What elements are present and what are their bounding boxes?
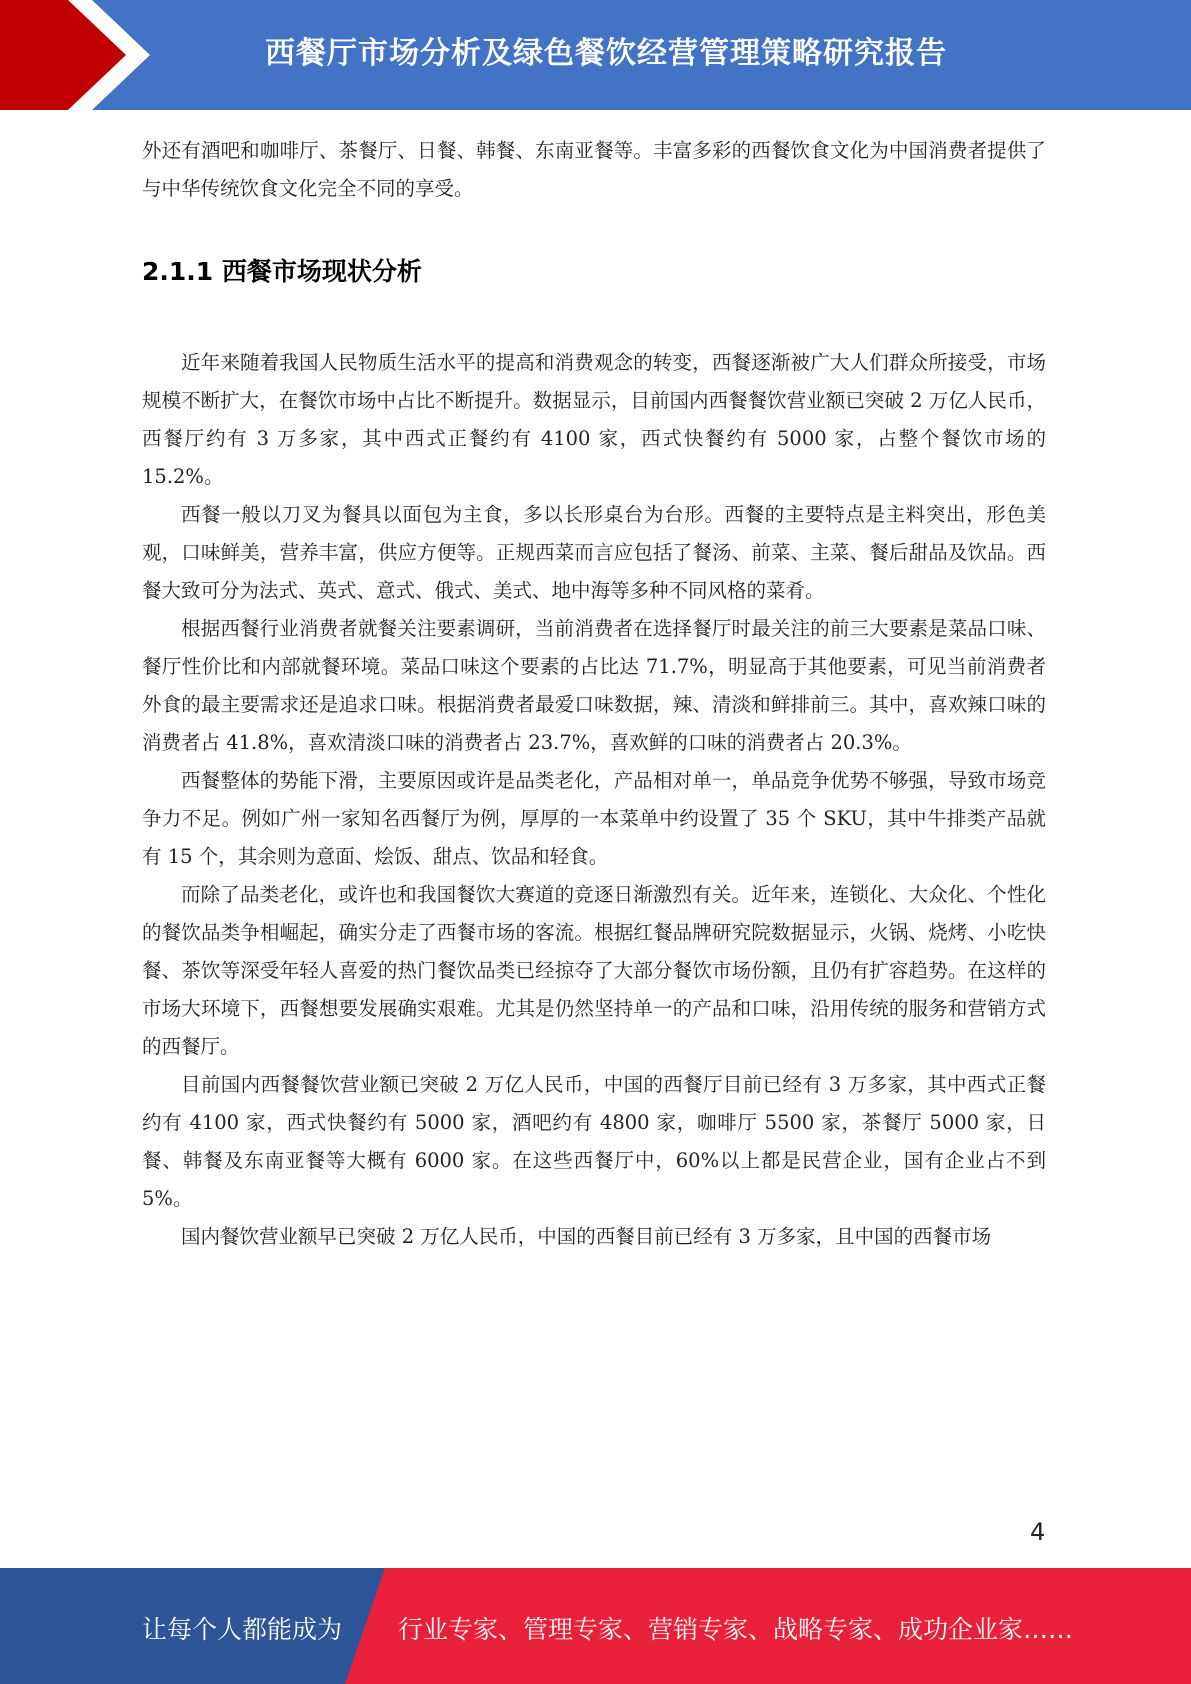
section-heading: 2.1.1 西餐市场现状分析 [142,257,422,286]
page-number: 4 [1030,1518,1046,1546]
header-title: 西餐厅市场分析及绿色餐饮经营管理策略研究报告 [265,36,947,71]
paragraph-3: 根据西餐行业消费者就餐关注要素调研，当前消费者在选择餐厅时最关注的前三大要素是菜品口味、餐厅性价比和内部就餐环境。菜品口味这个要素的占比达 71.7%，明显高于其他要素，可见当前消费者外食的最主要需求还是追求口味。根据消费者最爱口味数据，辣、清淡和鲜排前三。其中，喜欢辣口味的消费者占 41.8%，喜欢清淡口味的消费者占 23.7%，喜欢鲜的口味的消费者占 20.3%。 [142,617,1046,754]
page-header [0,0,1191,110]
intro-paragraph: 外还有酒吧和咖啡厅、茶餐厅、日餐、韩餐、东南亚餐等。丰富多彩的西餐饮食文化为中国消费者提供了与中华传统饮食文化完全不同的享受。 [142,139,1046,200]
paragraph-7: 国内餐饮营业额早已突破 2 万亿人民币，中国的西餐目前已经有 3 万多家，且中国的西餐市场 [181,1225,992,1248]
paragraph-2: 西餐一般以刀叉为餐具以面包为主食，多以长形桌台为台形。西餐的主要特点是主料突出，形色美观，口味鲜美，营养丰富，供应方便等。正规西菜而言应包括了餐汤、前菜、主菜、餐后甜品及饮品。西餐大致可分为法式、英式、意式、俄式、美式、地中海等多种不同风格的菜肴。 [142,503,1046,602]
paragraph-5: 而除了品类老化，或许也和我国餐饮大赛道的竞逐日渐激烈有关。近年来，连锁化、大众化、个性化的餐饮品类争相崛起，确实分走了西餐市场的客流。根据红餐品牌研究院数据显示，火锅、烧烤、小吃快餐、茶饮等深受年轻人喜爱的热门餐饮品类已经掠夺了大部分餐饮市场份额，且仍有扩容趋势。在这样的市场大环境下，西餐想要发展确实艰难。尤其是仍然坚持单一的产品和口味，沿用传统的服务和营销方式的西餐厅。 [142,883,1046,1058]
footer-slogan-left: 让每个人都能成为 [142,1615,343,1644]
paragraph-4: 西餐整体的势能下滑，主要原因或许是品类老化，产品相对单一，单品竞争优势不够强，导致市场竞争力不足。例如广州一家知名西餐厅为例，厚厚的一本菜单中约设置了 35 个 SKU，其中牛排类产品就有 15 个，其余则为意面、烩饭、甜点、饮品和轻食。 [142,769,1046,868]
footer-slogan-right: 行业专家、管理专家、营销专家、战略专家、成功企业家…… [398,1615,1074,1644]
page-footer [0,1568,1191,1684]
paragraph-1: 近年来随着我国人民物质生活水平的提高和消费观念的转变，西餐逐渐被广大人们群众所接受，市场规模不断扩大，在餐饮市场中占比不断提升。数据显示，目前国内西餐餐饮营业额已突破 2 万亿人民币，西餐厅约有 3 万多家，其中西式正餐约有 4100 家，西式快餐约有 5000 家，占整个餐饮市场的 15.2%。 [142,351,1046,488]
document-body [142,132,1046,1256]
paragraph-6: 目前国内西餐餐饮营业额已突破 2 万亿人民币，中国的西餐厅目前已经有 3 万多家，其中西式正餐约有 4100 家，西式快餐约有 5000 家，酒吧约有 4800 家，咖啡厅 5500 家，茶餐厅 5000 家，日餐、韩餐及东南亚餐等大概有 6000 家。在这些西餐厅中，60%以上都是民营企业，国有企业占不到 5%。 [142,1073,1046,1210]
